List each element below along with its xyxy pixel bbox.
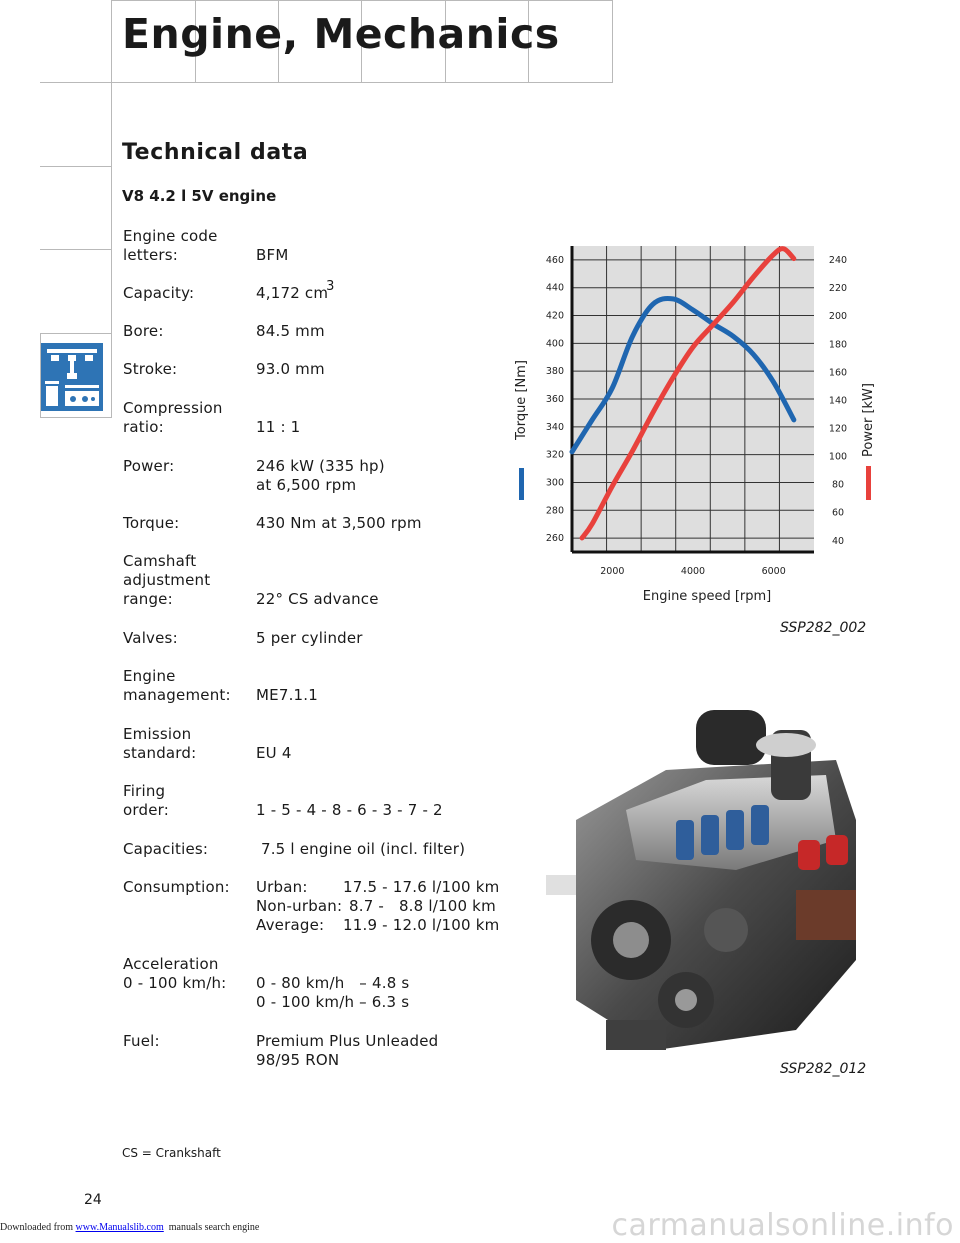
spec-label: Acceleration 0 - 100 km/h: xyxy=(123,955,227,992)
y-left-tick-label: 300 xyxy=(545,477,564,489)
spec-value: EU 4 xyxy=(256,744,292,762)
y-right-tick-label: 40 xyxy=(831,535,845,547)
header-rule-top xyxy=(112,0,612,1)
y-left-tick-label: 380 xyxy=(545,366,564,378)
y-right-tick-label: 200 xyxy=(828,311,848,323)
y-right-tick-label: 140 xyxy=(828,395,848,407)
spec-value: 0 - 80 km/h – 4.8 s 0 - 100 km/h – 6.3 s xyxy=(256,974,410,1011)
x-axis-title: Engine speed [rpm] xyxy=(642,589,772,604)
power-legend-swatch xyxy=(866,466,871,500)
spec-label: Engine management: xyxy=(123,667,231,704)
x-tick-label: 4000 xyxy=(680,566,706,577)
spec-label: Valves: xyxy=(123,629,178,647)
y-left-tick-label: 360 xyxy=(545,394,564,405)
margin-rule-3 xyxy=(40,333,112,334)
y-right-tick-label: 180 xyxy=(828,339,848,351)
spec-label: Emission standard: xyxy=(123,725,197,762)
spec-value: 11 : 1 xyxy=(256,418,301,436)
y-left-tick-label: 320 xyxy=(545,449,564,461)
y-right-tick-label: 120 xyxy=(828,423,848,435)
watermark: carmanualsonline.info xyxy=(611,1208,954,1243)
header-rule-left xyxy=(111,0,112,418)
y-right-tick-label: 220 xyxy=(828,283,848,295)
spec-value: 4,172 cm3 xyxy=(256,279,335,302)
spec-label: Consumption: xyxy=(123,878,230,896)
torque-legend-swatch xyxy=(519,468,524,500)
header-rule-bottom xyxy=(40,82,612,83)
spec-value: Urban: 17.5 - 17.6 l/100 km Non-urban: 8.7 - 8.8 l/100 km Average: 11.9 - 12.0 l/100 km xyxy=(256,878,500,934)
y-left-tick-label: 260 xyxy=(545,533,564,545)
page-number: 24 xyxy=(84,1192,102,1208)
y-right-tick-label: 100 xyxy=(828,451,848,463)
y-left-tick-label: 460 xyxy=(545,254,564,266)
spec-value: 246 kW (335 hp) at 6,500 rpm xyxy=(256,457,385,494)
section-title: Technical data xyxy=(122,140,309,165)
spec-label: Stroke: xyxy=(123,360,178,378)
spec-label: Fuel: xyxy=(123,1032,160,1050)
engine-illustration xyxy=(536,700,876,1060)
spec-value: ME7.1.1 xyxy=(256,686,318,704)
y-left-tick-label: 280 xyxy=(545,505,564,517)
spec-label: Engine code letters: xyxy=(123,227,218,264)
engine-label: V8 4.2 l 5V engine xyxy=(122,187,277,205)
y-left-tick-label: 340 xyxy=(545,421,564,433)
spec-label: Camshaft adjustment range: xyxy=(123,552,211,608)
x-tick-label: 2000 xyxy=(600,566,625,577)
download-footer: Downloaded from www.Manualslib.com manuals search engine xyxy=(0,1222,260,1233)
spec-value: BFM xyxy=(256,246,289,264)
spec-value: 93.0 mm xyxy=(256,360,325,378)
y-right-tick-label: 60 xyxy=(831,507,845,519)
y-left-tick-label: 420 xyxy=(545,310,564,322)
footnote: CS = Crankshaft xyxy=(122,1146,221,1160)
spec-value: 84.5 mm xyxy=(256,322,325,340)
spec-label: Bore: xyxy=(123,322,164,340)
spec-value: 22° CS advance xyxy=(256,590,379,608)
margin-rule-2 xyxy=(40,249,112,250)
spec-label: Torque: xyxy=(123,514,180,532)
superscript: 3 xyxy=(326,279,335,294)
spec-value: 1 - 5 - 4 - 8 - 6 - 3 - 7 - 2 xyxy=(256,801,443,819)
y-right-tick-label: 160 xyxy=(828,367,848,379)
engine-technical-icon xyxy=(41,343,103,411)
margin-rule-1 xyxy=(40,166,112,167)
spec-value: 7.5 l engine oil (incl. filter) xyxy=(256,840,466,858)
y-right-tick-label: 240 xyxy=(828,255,848,267)
margin-rule-4 xyxy=(40,417,112,418)
spec-label: Capacity: xyxy=(123,284,195,302)
y-left-tick-label: 440 xyxy=(545,282,564,294)
photo-caption: SSP282_012 xyxy=(780,1061,867,1077)
spec-label: Compression ratio: xyxy=(123,399,223,436)
spec-value: Premium Plus Unleaded 98/95 RON xyxy=(256,1032,439,1069)
header-col-6 xyxy=(612,0,613,83)
spec-label: Firing order: xyxy=(123,782,169,819)
y-left-axis-title: Torque [Nm] xyxy=(514,360,529,440)
spec-value: 5 per cylinder xyxy=(256,629,363,647)
spec-value: 430 Nm at 3,500 rpm xyxy=(256,514,422,532)
torque-power-chart xyxy=(500,240,880,620)
spec-label: Capacities: xyxy=(123,840,209,858)
y-right-axis-title: Power [kW] xyxy=(861,383,876,457)
spec-label: Power: xyxy=(123,457,175,475)
chart-caption: SSP282_002 xyxy=(780,620,867,636)
x-tick-label: 6000 xyxy=(761,566,786,577)
y-left-tick-label: 400 xyxy=(545,338,564,350)
y-right-tick-label: 80 xyxy=(831,479,845,491)
manualslib-link[interactable]: www.Manualslib.com xyxy=(75,1222,164,1233)
page-title: Engine, Mechanics xyxy=(122,10,560,58)
